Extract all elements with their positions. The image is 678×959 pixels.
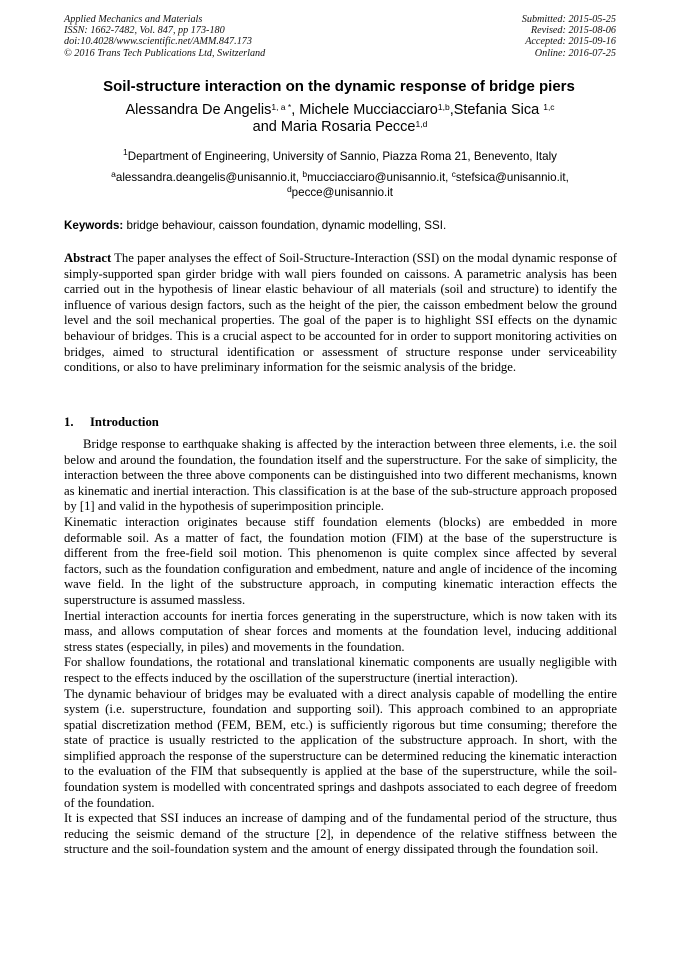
paragraph: Inertial interaction accounts for inertia forces generating in the superstructure, which is now taken with its mass, and allows computation of shear forces and moments at the foundation level, inducing additional stress states (especially, in piles) and movements in the foundation. — [64, 608, 617, 654]
author-separator: , — [291, 102, 300, 118]
journal-info — [64, 14, 265, 59]
email-link[interactable]: mucciacciaro@unisannio.it, — [307, 171, 452, 184]
email-link[interactable]: alessandra.deangelis@unisannio.it, — [115, 171, 303, 184]
author-line-1 — [60, 102, 620, 119]
keywords-label: Keywords: — [64, 219, 124, 232]
email-link[interactable]: stefsica@unisannio.it, — [455, 171, 569, 184]
keywords-text: bridge behaviour, caisson foundation, dynamic modelling, SSI. — [123, 219, 447, 232]
author-name: Stefania Sica — [453, 102, 544, 118]
author-line-2 — [60, 119, 620, 136]
issn-line: ISSN: 1662-7482, Vol. 847, pp 173-180 — [64, 25, 225, 37]
author-name: Alessandra De Angelis — [125, 102, 272, 118]
email-superscript: b — [302, 169, 308, 179]
affiliation — [60, 147, 620, 163]
paragraph: Kinematic interaction originates because stiff foundation elements (blocks) are embedded in more deformable soil. As a matter of fact, the foundation motion (FIM) at the base of the superstructure is different from the free-field soil motion. This phenomenon is quite complex since affected by several factors, such as the foundation configuration and embedment, nature and angle of incidence of the incoming wave field. In the light of the substructure approach, in computing kinematic interaction effects the superstructure is assumed massless. — [64, 514, 617, 607]
revised-date: Revised: 2015-08-06 — [530, 25, 616, 37]
author-superscript: 1,c — [543, 102, 555, 112]
author-list — [60, 102, 620, 136]
email-superscript: a — [111, 169, 116, 179]
paper-title: Soil-structure interaction on the dynamic response of bridge piers — [103, 78, 575, 95]
author-superscript: 1, a * — [271, 102, 292, 112]
author-superscript: 1,d — [415, 119, 428, 129]
keywords — [64, 219, 624, 232]
journal-name: Applied Mechanics and Materials — [64, 14, 203, 25]
author-emails — [60, 170, 620, 200]
paragraph: For shallow foundations, the rotational and translational kinematic components are usually negligible with respect to the effects induced by the oscillation of the superstructure (inertial interaction). — [64, 655, 617, 685]
affiliation-text: Department of Engineering, University of Sannio, Piazza Roma 21, Benevento, Italy — [127, 150, 557, 163]
accepted-date: Accepted: 2015-09-16 — [525, 36, 616, 48]
online-date: Online: 2016-07-25 — [534, 47, 616, 59]
affiliation-superscript: 1 — [123, 147, 128, 157]
paragraph: The dynamic behaviour of bridges may be evaluated with a direct analysis capable of modelling the entire system (i.e. superstructure, foundation and supporting soil). This approach combined to an appropriate spatial discretization method (FEM, BEM, etc.) is sufficiently rigorous but time consuming; therefore the state of practice is usually restricted to the application of the substructure approach. In short, with the simplified approach the response of the superstructure can be determined reducing the kinematic interaction to the evaluation of the FIM that subsequently is applied at the base of the superstructure, while the soil-foundation system is modelled with concentrated springs and dashpots associated to each degree of freedom of the foundation. — [64, 686, 617, 810]
section-number: 1. — [64, 415, 74, 429]
paragraph: It is expected that SSI induces an increase of damping and of the fundamental period of the structure, thus reducing the seismic demand of the structure [2], in dependence of the relative stiffness between the structure and the soil-foundation system and the amount of energy dissipated through the foundation soil. — [64, 811, 617, 857]
abstract-label: Abstract — [64, 251, 112, 265]
paragraph: Bridge response to earthquake shaking is affected by the interaction between three elements, i.e. the soil below and around the foundation, the foundation itself and the superstructure. For the sake of simplicity, the interaction between the three above components can be distinguished into two different mechanisms, known as kinematic and inertial interaction. This classification is at the base of the sub-structure approach proposed by [1] and valid in the hypothesis of superimposition principle. — [64, 437, 617, 514]
email-superscript: d — [286, 184, 292, 194]
author-name: and Maria Rosaria Pecce — [252, 119, 416, 135]
section-title: Introduction — [90, 415, 159, 429]
author-superscript: 1,b — [437, 102, 450, 112]
author-name: Michele Mucciacciaro — [299, 102, 438, 118]
email-superscript: c — [451, 169, 456, 179]
author-separator: , — [449, 102, 454, 118]
submitted-date: Submitted: 2015-05-25 — [521, 14, 616, 25]
doi-line: doi:10.4028/www.scientific.net/AMM.847.173 — [64, 36, 252, 48]
section-heading — [64, 415, 159, 430]
copyright-line: © 2016 Trans Tech Publications Ltd, Switzerland — [64, 47, 266, 59]
abstract — [64, 251, 617, 376]
submission-dates — [522, 14, 616, 59]
introduction-body — [64, 437, 617, 858]
abstract-text: The paper analyses the effect of Soil-Structure-Interaction (SSI) on the modal dynamic response of simply-supported span girder bridge with wall piers founded on caissons. A parametric analysis has been carried out in the hypothesis of linear elastic behaviour of all materials (soil and structure) to identify the influence of various design factors, such as the height of the pier, the caisson embedment below the ground level and the soil mechanical properties. The goal of the paper is to highlight SSI effects on the dynamic behaviour of bridges. This is a crucial aspect to be accounted for in order to support monitoring activities on bridges, aimed to structural identification or assessment of structure response under serviceability conditions, or also to have preliminary information for the seismic analysis of the bridge. — [64, 251, 617, 375]
email-link[interactable]: pecce@unisannio.it — [291, 186, 394, 199]
